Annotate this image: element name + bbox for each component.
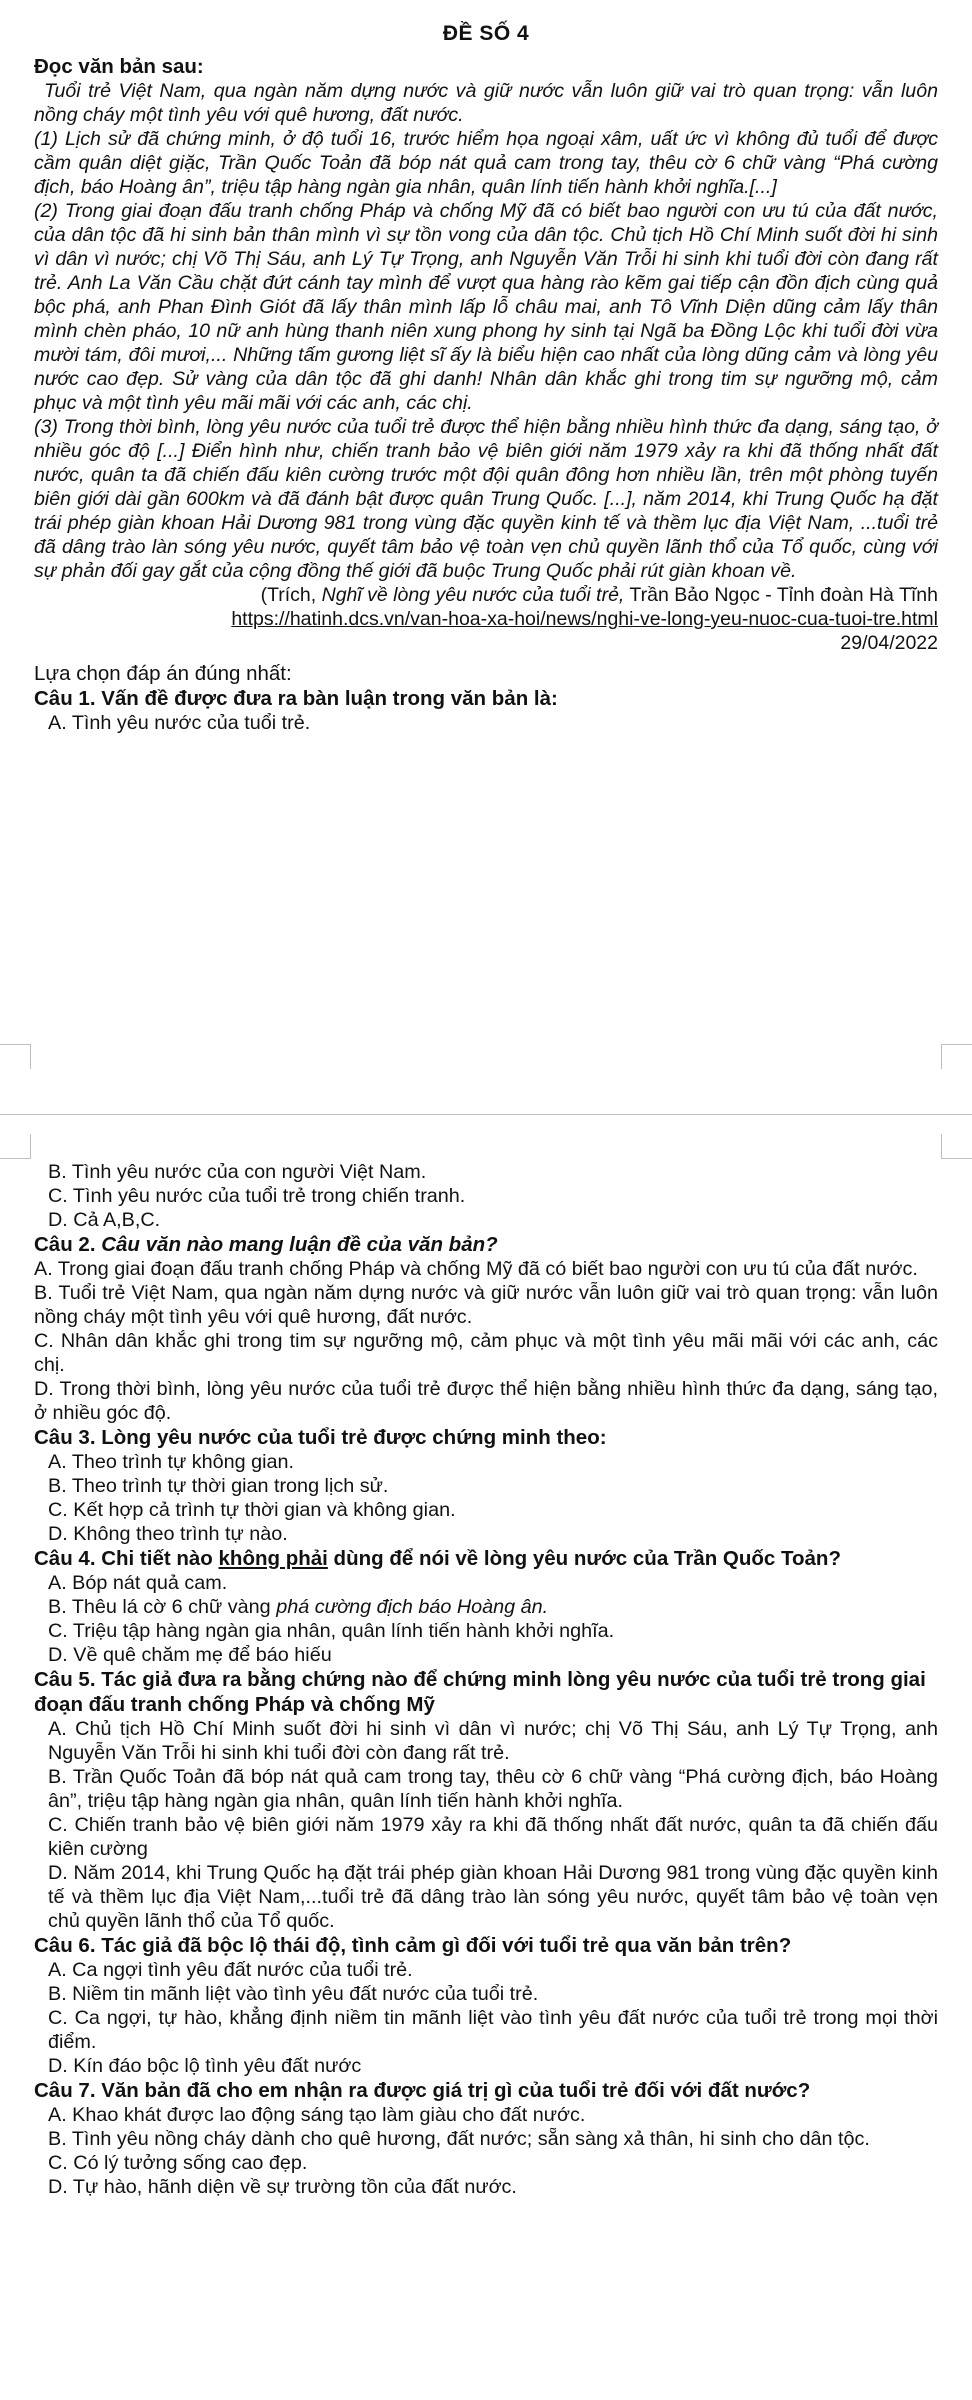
question-6-option-d: D. Kín đáo bộc lộ tình yêu đất nước [48, 2055, 362, 2077]
question-1-option-d: D. Cả A,B,C. [48, 1209, 161, 1231]
question-3-option-a: A. Theo trình tự không gian. [48, 1451, 295, 1473]
crop-mark [0, 1044, 31, 1069]
question-7-option-d: D. Tự hào, hãnh diện về sự trường tồn của đất nước. [48, 2176, 517, 2198]
page-divider [0, 1114, 972, 1115]
question-4-option-b-italic: phá cường địch báo Hoàng ân. [276, 1596, 549, 1618]
question-3-option-c: C. Kết hợp cả trình tự thời gian và không gian. [48, 1499, 456, 1521]
question-4-option-b [34, 1595, 938, 1619]
question-5-option-d: D. Năm 2014, khi Trung Quốc hạ đặt trái phép giàn khoan Hải Dương 981 trong vùng đặc quyền kinh tế và thềm lục địa Việt Nam,...tuổi trẻ đã dâng trào làn sóng yêu nước, quyết tâm bảo vệ toàn vẹn chủ quyền lãnh thổ của Tổ quốc. [48, 1862, 938, 1932]
source-link[interactable]: https://hatinh.dcs.vn/van-hoa-xa-hoi/news/nghi-ve-long-yeu-nuoc-cua-tuoi-tre.html [231, 608, 938, 630]
question-4-text-start: Câu 4. Chi tiết nào [34, 1547, 219, 1570]
source-date: 29/04/2022 [840, 632, 938, 654]
source-title: Nghĩ về lòng yêu nước của tuổi trẻ, [321, 584, 625, 606]
question-2 [34, 1232, 938, 1257]
crop-mark [0, 1134, 31, 1159]
passage-paragraph: Tuổi trẻ Việt Nam, qua ngàn năm dựng nước và giữ nước vẫn luôn giữ vai trò quan trọng: vẫn luôn nồng cháy một tình yêu với quê hương, đất nước. [34, 80, 938, 126]
question-7: Câu 7. Văn bản đã cho em nhận ra được giá trị gì của tuổi trẻ đối với đất nước? [34, 2079, 811, 2102]
passage-paragraph: (1) Lịch sử đã chứng minh, ở độ tuổi 16, trước hiểm họa ngoại xâm, uất ức vì không đủ tuổi để được cầm quân diệt giặc, Trần Quốc Toản đã bóp nát quả cam trong tay, thêu cờ 6 chữ vàng “Phá cường địch, báo Hoàng ân”, triệu tập hàng ngàn gia nhân, quân lính tiến hành khởi nghĩa.[...] [34, 128, 938, 198]
question-1-option-a: A. Tình yêu nước của tuổi trẻ. [48, 712, 311, 734]
question-7-option-c: C. Có lý tưởng sống cao đẹp. [48, 2152, 308, 2174]
question-4-option-d: D. Về quê chăm mẹ để báo hiếu [48, 1644, 332, 1666]
question-5-option-c: C. Chiến tranh bảo vệ biên giới năm 1979 xảy ra khi đã thống nhất đất nước, quân ta đã chiến đấu kiên cường [48, 1814, 938, 1860]
source-prefix: (Trích, [260, 584, 322, 606]
question-1-option-b: B. Tình yêu nước của con người Việt Nam. [48, 1161, 427, 1183]
read-heading: Đọc văn bản sau: [34, 55, 204, 78]
passage-paragraph: (2) Trong giai đoạn đấu tranh chống Pháp và chống Mỹ đã có biết bao người con ưu tú của đất nước, của dân tộc đã hi sinh bản thân mình vì sự tồn vong của dân tộc. Chủ tịch Hồ Chí Minh suốt đời hi sinh vì dân vì nước; chị Võ Thị Sáu, anh Lý Tự Trọng, anh Nguyễn Văn Trỗi hi sinh khi tuổi đời còn đang rất trẻ. Anh La Văn Cầu chặt đứt cánh tay mình để vượt qua hàng rào kẽm gai tiếp cận đồn địch cùng quả bộc phá, anh Phan Đình Giót đã lấy thân mình lấp lỗ châu mai, anh Tô Vĩnh Diện dũng cảm lấy thân mình chèn pháo, 10 nữ anh hùng thanh niên xung phong hy sinh tại Ngã ba Đồng Lộc khi tuổi đời vừa mười tám, đôi mươi,... Những tấm gương liệt sĩ ấy là biểu hiện cao nhất của lòng dũng cảm và lòng yêu nước cao đẹp. Sử vàng của dân tộc đã ghi danh! Nhân dân khắc ghi trong tim sự ngưỡng mộ, cảm phục và một tình yêu mãi mãi với các anh, các chị. [34, 200, 938, 414]
question-6-option-b: B. Niềm tin mãnh liệt vào tình yêu đất nước của tuổi trẻ. [48, 1983, 539, 2005]
instruction: Lựa chọn đáp án đúng nhất: [34, 662, 292, 685]
question-4-option-a: A. Bóp nát quả cam. [48, 1572, 228, 1594]
question-2-option-a: A. Trong giai đoạn đấu tranh chống Pháp và chống Mỹ đã có biết bao người con ưu tú của đất nước. [34, 1258, 918, 1280]
question-3-option-b: B. Theo trình tự thời gian trong lịch sử. [48, 1475, 389, 1497]
page-2 [0, 1160, 972, 2400]
question-2-text: Câu văn nào mang luận đề của văn bản? [101, 1233, 498, 1256]
page-1 [0, 0, 972, 1068]
question-5: Câu 5. Tác giả đưa ra bằng chứng nào để chứng minh lòng yêu nước của tuổi trẻ trong giai đoạn đấu tranh chống Pháp và chống Mỹ [34, 1668, 926, 1716]
document-title: ĐỀ SỐ 4 [442, 22, 530, 45]
page-break [0, 1068, 972, 1160]
question-2-option-c: C. Nhân dân khắc ghi trong tim sự ngưỡng mộ, cảm phục và một tình yêu mãi mãi với các anh, các chị. [34, 1330, 938, 1376]
question-7-option-b: B. Tình yêu nồng cháy dành cho quê hương, đất nước; sẵn sàng xả thân, hi sinh cho dân tộc. [48, 2128, 870, 2150]
question-2-number: Câu 2. [34, 1233, 102, 1256]
question-3: Câu 3. Lòng yêu nước của tuổi trẻ được chứng minh theo: [34, 1426, 607, 1449]
question-5-option-a: A. Chủ tịch Hồ Chí Minh suốt đời hi sinh vì dân vì nước; chị Võ Thị Sáu, anh Lý Tự Trọng, anh Nguyễn Văn Trỗi hi sinh khi tuổi đời còn đang rất trẻ. [48, 1718, 938, 1764]
question-6-option-c: C. Ca ngợi, tự hào, khẳng định niềm tin mãnh liệt vào tình yêu đất nước của tuổi trẻ trong mọi thời điểm. [48, 2007, 938, 2053]
question-2-option-d: D. Trong thời bình, lòng yêu nước của tuổi trẻ được thể hiện bằng nhiều hình thức đa dạng, sáng tạo, ở nhiều góc độ. [34, 1378, 938, 1424]
question-4-option-c: C. Triệu tập hàng ngàn gia nhân, quân lính tiến hành khởi nghĩa. [48, 1620, 615, 1642]
question-1: Câu 1. Vấn đề được đưa ra bàn luận trong văn bản là: [34, 687, 558, 710]
source-citation [34, 583, 938, 607]
reading-passage [34, 79, 938, 583]
question-4 [34, 1546, 938, 1571]
question-2-option-b: B. Tuổi trẻ Việt Nam, qua ngàn năm dựng nước và giữ nước vẫn luôn giữ vai trò quan trọng: vẫn luôn nồng cháy một tình yêu với quê hương, đất nước. [34, 1282, 938, 1328]
question-1-option-c: C. Tình yêu nước của tuổi trẻ trong chiến tranh. [48, 1185, 466, 1207]
crop-mark [941, 1044, 972, 1069]
source-author: Trần Bảo Ngọc - Tỉnh đoàn Hà Tĩnh [624, 584, 938, 606]
question-3-option-d: D. Không theo trình tự nào. [48, 1523, 288, 1545]
question-7-option-a: A. Khao khát được lao động sáng tạo làm giàu cho đất nước. [48, 2104, 586, 2126]
question-6-option-a: A. Ca ngợi tình yêu đất nước của tuổi trẻ. [48, 1959, 413, 1981]
question-4-option-b-text: B. Thêu lá cờ 6 chữ vàng [48, 1596, 277, 1618]
question-4-text-end: dùng để nói về lòng yêu nước của Trần Quốc Toản? [327, 1547, 841, 1570]
passage-paragraph: (3) Trong thời bình, lòng yêu nước của tuổi trẻ được thể hiện bằng nhiều hình thức đa dạng, sáng tạo, ở nhiều góc độ [...] Điển hình như, chiến tranh bảo vệ biên giới năm 1979 xảy ra khi đã thống nhất đất nước, quân ta đã chiến đấu kiên cường trước một đội quân đông hơn nhiều lần, trên một phòng tuyến biên giới dài gần 600km và đã đánh bật được quân Trung Quốc. [...], năm 2014, khi Trung Quốc hạ đặt trái phép giàn khoan Hải Dương 981 trong vùng đặc quyền kinh tế và thềm lục địa Việt Nam, ...tuổi trẻ đã dâng trào làn sóng yêu nước, quyết tâm bảo vệ toàn vẹn chủ quyền lãnh thổ của Tổ quốc, cùng với sự phản đối gay gắt của cộng đồng thế giới đã buộc Trung Quốc phải rút giàn khoan về. [34, 416, 938, 582]
question-5-option-b: B. Trần Quốc Toản đã bóp nát quả cam trong tay, thêu cờ 6 chữ vàng “Phá cường địch, báo Hoàng ân”, triệu tập hàng ngàn gia nhân, quân lính tiến hành khởi nghĩa. [48, 1766, 938, 1812]
question-6: Câu 6. Tác giả đã bộc lộ thái độ, tình cảm gì đối với tuổi trẻ qua văn bản trên? [34, 1934, 792, 1957]
crop-mark [941, 1134, 972, 1159]
question-4-underlined: không phải [218, 1547, 328, 1570]
